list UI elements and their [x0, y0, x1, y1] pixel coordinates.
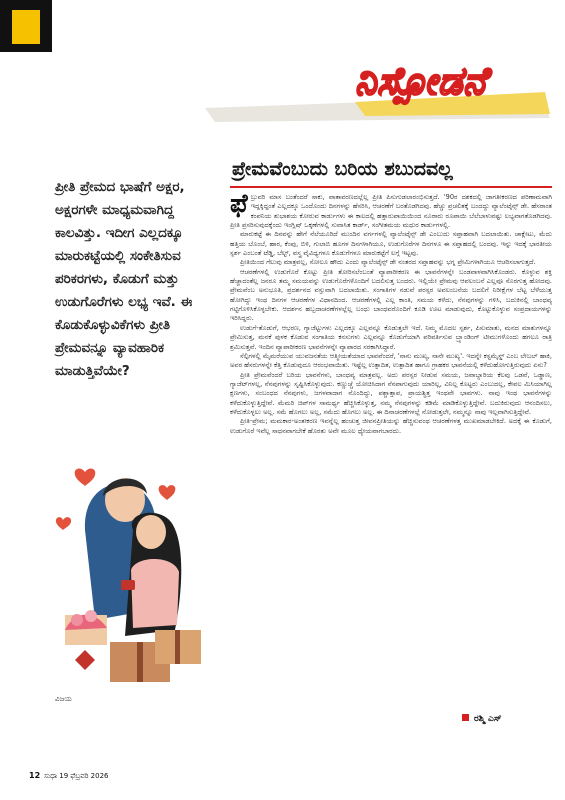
article-paragraph: ಪ್ರೀತಿ ಪ್ರೇಮವೆಂದರೆ ಬರಿಯ ಭಾವನೆಗಳು, ಬಾಂಧವ್ಯ ಮಾತ್ರವಲ್ಲ. ಅದು ಪರಸ್ಪರ ನೀಡುವ ಸಮಯ, ಜವಾಬ್ದಾರಿಯ ಕೆಲವು ಒಡವೆ, ಒಡ್ಡಾಣ, ಗ್ಯಾಜೆಟ್‌ಗಳಲ್ಲ, ನೆನಪುಗಳನ್ನು ಸೃಷ್ಟಿಸಿಕೊಳ್ಳುವುದು. ಕಣ್ಣುಚ್ಚೆ ಯೋಚಿಸಿದಾಗ ನೆನಪಾಗುವುದು ಯಾರಿಲ್ಲ, ವಿನಿಲ್ಲ ಕೊಟ್ಟರು ಎಂಬುದಲ್ಲ, ಕೇವಲ ಮಿಸಿಯಾಗಿಲ್ಲ ಕ್ಷಣಗಳು, ಸಂಬಂಧದ ನೆನಪುಗಳು, ಜಗಳವಾದಾಗ ನೊಂದಿದ್ದು, ಪಶ್ಚಾತ್ತಾಪ, ಪ್ರಾಯಶ್ಚಿತ್ತ ಇಂಥವೇ ಭಾವಗಳು. ನಾವು ಇಂಥ ಭಾವನೆಗಳನ್ನು ಕಳೆದುಕೊಳ್ಳುತ್ತಿದ್ದೇವೆ. ಮೆಮರಿ ಚಿಪ್‌ಗಳ ಸಾಮರ್ಥ್ಯ ಹೆಚ್ಚಿಸಿಕೊಳ್ಳುತ್ತ, ನಮ್ಮ ನೆನಪುಗಳನ್ನು ಕಡಿಮೆ ಮಾಡಿಕೊಳ್ಳುತ್ತಿದ್ದೇವೆ. ಬದುಕಿರುವುದು ಆನಂದಿಸಲು, ಕಳೆದುಕೊಳ್ಳಲು ಅಲ್ಲ. ಸಮೆ ಹೊಗಲು ಅಲ್ಲ, ಸಮೆದು ಹೊಗಲು ಅಲ್ಲ. ಈ ದಿನಾಚರಣೆಗಳಲ್ಲೆ ನೋಡುತ್ತಲೇ, ನಮ್ಮನ್ನೂ ನಾವು ಇಲ್ಲವಾಗಿಸುತ್ತಿದ್ದೇವೆ.	[230, 370, 552, 416]
byline-marker	[462, 714, 469, 721]
title-rule	[230, 186, 552, 188]
pull-quote: ಪ್ರೀತಿ ಪ್ರೇಮದ ಭಾಷೆಗೆ ಅಕ್ಷರ, ಅಕ್ಷರಗಳೇ ಮಾಧ್ಯಮವಾಗಿದ್ದ ಕಾಲವಿತ್ತು. ಇದೀಗ ಎಲ್ಲದಕ್ಕೂ ಮಾರುಕಟ್ಟೆಯಲ್ಲಿ ಸಂಕೇತಿಸುವ ಪರಿಕರಗಳು, ಕೊಡುಗೆ ಮತ್ತು ಉಡುಗೊರೆಗಳು ಲಭ್ಯ ಇವೆ. ಈ ಕೊಡುಕೊಳ್ಳುವಿಕೆಗಳು ಪ್ರೀತಿ ಪ್ರೇಮವನ್ನೂ ವ್ಯಾವಹಾರಿಕ ಮಾಡುತ್ತಿವೆಯೇ?	[55, 179, 193, 379]
drop-cap: ಫೆ	[230, 193, 248, 219]
article-paragraph: ಮಾರುಕಟ್ಟೆ ಈ ದಿನವನ್ನು ಹೇಗೆ ನೆಲೆಯೂರಿದೆ ಮುಂದಿನ ವರ್ಗಗಳಲ್ಲಿ ವ್ಯಾಲೆಂಟೈನ್ಸ್ ಡೇ ಎಂಬುದು ಸಪ್ತಾಹವಾಗಿ ಬದಲಾಯಿತು. ಚಾಕ್ಲೇಟು, ಮೆದು ಹತ್ತಿಯ ಬೊಂಬೆ, ಹಾರ, ಕೆಂಪು, ಬಿಳಿ, ಗುಲಾಬಿ ಹೂಗಳ ದಿನಗಳಾಗಿಯೂ, ಉಡುಗೊರೆಗಳ ದಿನಗಳೂ ಈ ಸಪ್ತಾಹದಲ್ಲಿ ಬಂದವು. ಇನ್ನು ಇದಕ್ಕೆ ಭಾರತೀಯ ಸ್ಪರ್ಶ ಎಂಬಂತೆ ಟೆಡ್ಡಿ, ಬೆಲ್ಟ್, ವಸ್ತ್ರ ವೈವಿಧ್ಯಗಳೂ ಕೊಡುಗೆಗಳೂ ಮಾರುಕಟ್ಟೆಗೆ ಲಗ್ಗೆ ಇಟ್ಟವು.	[230, 230, 552, 258]
article-title: ಪ್ರೇಮವೆಂಬುದು ಬರಿಯ ಶಬುದವಲ್ಲ	[232, 158, 453, 180]
author-byline	[462, 714, 502, 724]
section-logo: ನಿಸ್ಪೋಡನೆ	[355, 58, 487, 103]
article-paragraph: ಉಡುಗೆ-ತೊಡುಗೆ, ಆಭರಣ, ಗ್ಯಾಜೆಟ್ಟುಗಳು ಎಲ್ಲದಕ್ಕೂ ಎಲ್ಲವನ್ನೂ ಕೊಡುತ್ತಲೇ ಇದೆ. ನಿಮ್ಮ ಮೊದಲ ಸ್ಪರ್ಶ, ಪಿಸುಮಾತು, ಮನದ ಮಾತುಗಳನ್ನೂ ಪ್ರೇಮಿಸುತ್ತ, ಮನಕೆ ಪುಳಕ ಕೊಡುವ ಸಂಗಾತಿಯ ಕನಸುಗಳು ಎಲ್ಲವನ್ನೂ ಕೊಡುಗೆಯಾಗಿ ಪರಿವರ್ತಿಸುವ ಬ್ರ್ಯಾಂಡಿಂಗ್ ಟೀಮುಗಳೊಂದು ಹಗಲೂ ರಾತ್ರಿ ಶ್ರಮಿಸುತ್ತವೆ. ಇಂದಿನ ವ್ಯಾಪಾರೀಕರಣ ಭಾವನೆಗಳನ್ನೇ ವ್ಯಾಪಾರದ ಸರಕಾಗಿಸಿದ್ದಾರೆ.	[230, 323, 552, 351]
issue-line: ಸುಧಾ 19 ಫೆಬ್ರವರಿ 2026	[44, 772, 109, 780]
article-paragraph: ಸೆಲ್ಫಿಗಳಲ್ಲಿ ಮೈಮರೆಯುವ ಯುವಜನತೆಯ ಆತ್ಮೀಯತೆಯಾದ ಭಾವವೆಂದರೆ, 'ನಾನು ಮುಖ್ಯ, ನಾನೇ ಮುಖ್ಯ'. ಇದನ್ನೇ ಕಸ್ಟಮೈಸ್ಡ್ ಎಂಬ ಲೇಬಲ್ ಹಾಕಿ, ಅವರ ಹೆಸರುಗಳನ್ನೇ ಕೆತ್ತಿ ಕೊಡುವುದೂ ಆರಂಭವಾಯಿತು. ಇಷ್ಟೆಲ್ಲ ಉತ್ಪಾದಿತ, ಉತ್ಪಾದಿತ ಹಾಗೂ ಗ್ರಾಹಕರ ಭಾವನೆಯಲ್ಲಿ ಕಳೆದುಹೋಗುತ್ತಿರುವುದು ಏನು?	[230, 351, 552, 370]
article-body	[230, 193, 552, 703]
page-number: 12	[29, 771, 41, 780]
article-paragraph: ಪ್ರೀತಿಯಿಂದ ಗೆಲುವು ಮಾತ್ರವಲ್ಲ, ಸೋಲೂ ಹೌದು ಎಂದು ವ್ಯಾಲೆಂಟೈನ್ಸ್ ಡೇ ನಂತರದ ಸಪ್ತಾಹವನ್ನು ಭಗ್ನ ಪ್ರೇಮಿಗಳಾಗಿಯೂ ಆಚರಿಸಲಾಗುತ್ತದೆ.	[240, 258, 536, 267]
author-name: ರಶ್ಮಿ ಎಸ್	[474, 714, 502, 724]
page-footer	[29, 771, 108, 781]
article-paragraph: ಆಚರಣೆಗಳಲ್ಲಿ ಉಡುಗೊರೆ ಕೊಟ್ಟು ಪ್ರೀತಿ ತೋರಿಸಲೆಂಬಂತೆ ವ್ಯಾಪಾರೀಕರಣ ಈ ಭಾವನೆಗಳನ್ನೇ ಬಂಡವಾಳವಾಗಿಸಿಕೊಂಡರು. ಕೊಳ್ಳುವ ಶಕ್ತಿ ಹೆಚ್ಚಾದಂತೆಲ್ಲ ಜನರೂ ತಮ್ಮ ಸಮಯವನ್ನು ಉಡುಗೊರೆಗಳೊಂದಿಗೆ ಬದಲಿಸುತ್ತ ಬಂದರು. ಇಲ್ಲಿಯೇ ಪ್ರೇಮವು ಆಪಲಂಬನೆ ಎಲ್ಲವೂ ಸೊರಗುತ್ತ ಹೋದವು. ಪ್ರೇಮವೆಂಬ ಅನುಭೂತಿ, ಪ್ರದರ್ಶನದ ವಸ್ತುವಾಗಿ ಬದಲಾಯಿತು. ಸಂಗಾತಿಗಳ ನಡುವೆ ಪರಸ್ಪರ ಅವಲಂಬನೆಯ ಬದಲಿಗೆ ನಿರೀಕ್ಷೆಗಳ ಬೆಟ್ಟ ಬೆಳೆಯುತ್ತ ಹೋಗಿದ್ದು ಇಂಥ ದಿನಗಳ ಆಚರಣೆಗಳ ವಿಧಾನದಿಂದ. ಆಚರಣೆಗಳಲ್ಲಿ ಎಲ್ಲ ಕಾಂತಿ, ಸಮಯ ಕಳೆದು, ನೆನಪುಗಳನ್ನು ಗಳಿಸಿ, ಬದುಕಿನಲ್ಲಿ ಬಾಂಧವ್ಯ ಗಟ್ಟಿಗೊಳಿಸಿಕೊಳ್ಳಬೇಕು. ಆದರ್ಶನ ಹಬ್ಬದಾಚರಣೆಗಳಲ್ಲೆಲ್ಲ ಬಂಧು ಬಾಂಧವರೊಂದಿಗೆ ಕೂಡಿ ಊಟ ಮಾಡುವುದು, ಕೊಟ್ಟುಕೊಳ್ಳುವ ಸಂಪ್ರದಾಯಗಳನ್ನು ಇರಿಸಿದ್ದರು.	[230, 267, 552, 323]
corner-tab	[0, 0, 52, 52]
article-paragraph: ಬ್ರುವರಿ ಮಾಸ ಬಂತೆಂದರೆ ಸಾಕು, ವಾತಾವರಣದಲ್ಲೆಲ್ಲ ಪ್ರೀತಿ ಪಿಸುಗುಡಲಾರಂಭಿಸುತ್ತದೆ. '90ರ ದಶಕದಲ್ಲಿ ಜಾಗತೀಕರಣದ ಪರಿಣಾಮವಾಗಿ ಇದ್ದಕ್ಕಿದ್ದಂತೆ ಎಲ್ಲದಕ್ಕೂ ಒಂದೊಂದು ದಿನಗಳನ್ನು ಹೆಸರಿಸಿ, ಆಚರಣೆಗೆ ಬರತೊಡಗಿದವು. ಹೆಚ್ಚು ಪ್ರಚಲಿತಕ್ಕೆ ಬಂದದ್ದು ವ್ಯಾಲೆಂಟೈನ್ಸ್ ಡೇ. ಹೆಸರಾಂತ ಕಂಪನಿಯ ಶುಭಾಶಯ ಕೋರುವ ಕಾರ್ಡುಗಳು ಈ ಕಾಲದಲ್ಲಿ ಹತ್ತಾರುಪಾಯಿಯಿಂದ ನೂರಾರು ರೂಪಾಯಿ ಬೆಲೆಬಾಳುವಷ್ಟು ಲಭ್ಯವಾಗತೊಡಗಿದವು. ಪ್ರೀತಿ ಪ್ರಸರಿಸುವುದಕ್ಕೆಂದು ಇಂಗ್ಲಿಷ್ ಒಕ್ಕಣೆಗಳಲ್ಲಿ ಸುವಾಸಿತ ಕಾರ್ಡ್, ಸಂಗೀತಮಯ ಮಧುರ ಕಾರ್ಡುಗಳಲ್ಲಿ.	[230, 193, 552, 230]
corner-tab-yellow	[12, 10, 40, 44]
couple-illustration	[55, 460, 208, 690]
image-credit: ವಿಜಯ	[55, 695, 72, 703]
article-paragraph: ಪ್ರೀತಿ-ಪ್ರೇಮ; ಮಮಕಾರ-ಅಂತಃಕರಣ ಇವನ್ನೆಲ್ಲ ಹಂಚುತ್ತ ಜೀವನಪ್ರೀತಿಯನ್ನು ಹೆಚ್ಚಿಸುವಂಥ ಆಚರಣೆಗಳತ್ತ ಮುಖಮಾಡಬೇಕಿದೆ. ಅದಕ್ಕೆ ಈ ಕೊಡುಗೆ, ಉಡುಗೊರೆ ಇವೆಲ್ಲ ಸಾಧನವಾಗಬೇಕೆ ಹೊರತು ಅವೇ ಮೂಲ ಧ್ಯೇಯವಾಗಬಾರದು.	[230, 417, 552, 435]
